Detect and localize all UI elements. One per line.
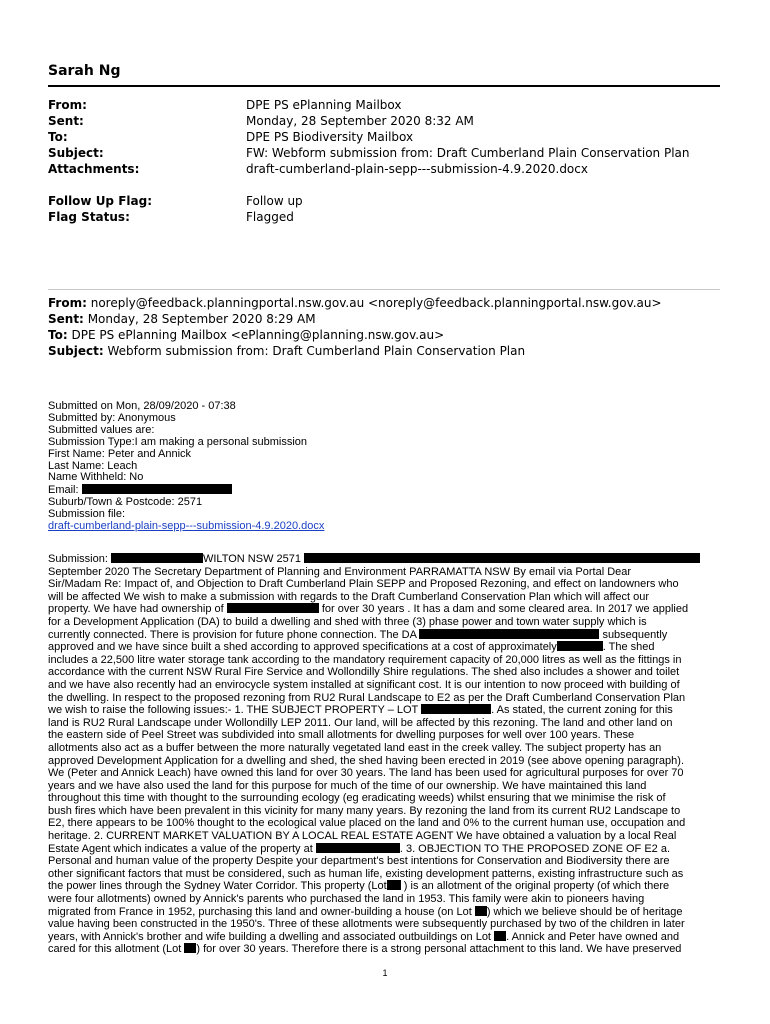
body-line: September 2020 The Secretary Department of Planning and Environment PARRAMATTA NSW By email via Portal Dear: [48, 565, 632, 578]
body-line: Submission: WILTON NSW 2571: [48, 553, 720, 566]
header-to-row: To: DPE PS Biodiversity Mailbox: [48, 129, 728, 145]
redaction-block: [557, 641, 603, 651]
body-line: migrated from France in 1952, purchasing this land and owner-building a house (on Lot ) which we believe should be of heritage: [48, 905, 683, 918]
redaction-block: [494, 931, 506, 941]
from-value: DPE PS ePlanning Mailbox: [246, 98, 402, 112]
redaction-block: [304, 553, 700, 563]
header-from-row: From: DPE PS ePlanning Mailbox: [48, 97, 728, 113]
body-line: approved and we have since built a shed according to approved specifications at a cost of approximately . The shed: [48, 641, 655, 654]
header-subject-row: Subject: FW: Webform submission from: Draft Cumberland Plain Conservation Plan: [48, 145, 728, 161]
body-line: for a Development Application (DA) to build a dwelling and shed with three (3) phase power and town water supply which is: [48, 615, 647, 628]
body-line: allotments also act as a buffer between the more naturally vegetated land east in the creek valley. The subject property has an: [48, 741, 662, 754]
body-line: Estate Agent which indicates a value of the property at . 3. OBJECTION TO THE PROPOSED ZONE OF E2 a.: [48, 842, 671, 855]
body-line: Sir/Madam Re: Impact of, and Objection to Draft Cumberland Plain SEPP and Proposed Rezoning, and effect on landowners who: [48, 578, 679, 591]
fwd-sent-row: Sent: Monday, 28 September 2020 8:29 AM: [48, 312, 316, 326]
name-withheld: Name Withheld: No: [48, 471, 144, 484]
body-line: currently connected. There is provision for future phone connection. The DA subsequently: [48, 628, 668, 641]
body-line: We (Peter and Annick Leach) have owned this land for over 30 years. The land has been used for agricultural purposes for over 70: [48, 767, 684, 780]
submission-body: [48, 553, 720, 956]
attachment-value: draft-cumberland-plain-sepp---submission-4.9.2020.docx: [246, 162, 588, 176]
redaction-block: [184, 943, 196, 953]
body-line: years, with Annick's brother and wife building a dwelling and associated outbuildings on Lot . Annick and Peter have owned and: [48, 930, 680, 943]
redaction-block: [227, 603, 319, 613]
submission-file-label: Submission file:: [48, 508, 126, 521]
submission-file-link[interactable]: draft-cumberland-plain-sepp---submission-4.9.2020.docx: [48, 520, 325, 533]
body-line: the power lines through the Sydney Water Corridor. This property (Lot ) is an allotment of the original property (of which there: [48, 880, 670, 893]
body-line: years and we have also used the land for this purpose for much of the time of our ownership. We have maintained this land: [48, 779, 647, 792]
body-line: throughout this time with thought to the surrounding ecology (eg eradicating weeds) whilst ensuring that we minimise the risk of: [48, 792, 666, 805]
submission-metadata: [48, 401, 728, 533]
body-line: approved Development Application for a dwelling and shed, the shed having been erected in 2019 (see above opening paragraph).: [48, 754, 685, 767]
redaction-block: [82, 484, 232, 494]
redaction-block: [421, 704, 491, 714]
fwd-subject-row: Subject: Webform submission from: Draft Cumberland Plain Conservation Plan: [48, 344, 526, 358]
header-attachments-row: Attachments: draft-cumberland-plain-sepp---submission-4.9.2020.docx: [48, 161, 728, 177]
fwd-to-row: To: DPE PS ePlanning Mailbox <ePlanning@planning.nsw.gov.au>: [48, 328, 445, 342]
to-value: DPE PS Biodiversity Mailbox: [246, 130, 414, 144]
body-line: E2, there appears to be 100% thought to the ecological value placed on the land and 0% to the current human use, occupation and: [48, 817, 686, 830]
body-line: cared for this allotment (Lot ) for over 30 years. Therefore there is a strong personal attachment to this land. We have preserved: [48, 943, 682, 956]
redaction-block: [111, 553, 203, 563]
body-line: will be affected We wish to make a submission with regards to the Draft Cumberland Conservation Plan which will affect our: [48, 590, 650, 603]
first-name: First Name: Peter and Annick: [48, 447, 192, 460]
submission-type: Submission Type:I am making a personal submission: [48, 435, 308, 448]
flag-status-row: Flag Status: Flagged: [48, 209, 728, 225]
flag-block: [48, 193, 728, 225]
mailbox-owner-name: Sarah Ng: [48, 63, 121, 79]
body-line: value having been constructed in the 1950's. Three of these allotments were subsequently purchased by two of the children in later: [48, 918, 685, 931]
submitted-on: Submitted on Mon, 28/09/2020 - 07:38: [48, 400, 236, 412]
body-line: accordance with the current NSW Rural Fire Service and Wollondilly Shire regulations. The shed also includes a shower and toilet: [48, 666, 680, 679]
body-line: other significant factors that must be considered, such as human life, existing development patterns, existing infrastructure such as: [48, 867, 684, 880]
title-divider: [48, 85, 720, 87]
follow-up-flag-row: Follow Up Flag: Follow up: [48, 193, 728, 209]
body-line: we wish to raise the following issues:- 1. THE SUBJECT PROPERTY – LOT . As stated, the current zoning for this: [48, 704, 673, 717]
suburb-postcode: Suburb/Town & Postcode: 2571: [48, 496, 203, 509]
redaction-block: [387, 880, 401, 890]
body-line: were four allotments) owned by Annick's parents who purchased the land in 1953. This family were akin to pioneers having: [48, 893, 645, 906]
redaction-block: [475, 906, 487, 916]
body-line: land is RU2 Rural Landscape under Wollondilly LEP 2011. Our land, will be affected by this rezoning. The land and other land on: [48, 716, 673, 729]
header-sent-row: Sent: Monday, 28 September 2020 8:32 AM: [48, 113, 728, 129]
body-line: Personal and human value of the property Despite your department's best intentions for Conservation and Biodiversity there are: [48, 855, 670, 868]
email-row: Email:: [48, 484, 728, 497]
body-line: bush fires which have been prevalent in this vicinity for many many years. By rezoning the land from its current RU2 Landscape to: [48, 804, 681, 817]
redaction-block: [419, 629, 599, 639]
body-line: heritage. 2. CURRENT MARKET VALUATION BY A LOCAL REAL ESTATE AGENT We have obtained a valuation by a local Real: [48, 830, 677, 843]
follow-up-value: Follow up: [246, 194, 303, 208]
subject-value: FW: Webform submission from: Draft Cumberland Plain Conservation Plan: [246, 146, 690, 160]
forwarded-header-block: [48, 295, 738, 359]
body-line: the eastern side of Peel Street was subdivided into small allotments for dwelling purposes for well over 100 years. These: [48, 729, 635, 742]
submitted-by: Submitted by: Anonymous: [48, 411, 176, 424]
body-line: includes a 22,500 litre water storage tank according to the mandatory requirement capacity of 20,000 litres as well as the fittings in: [48, 653, 682, 666]
body-line: the dwelling. In respect to the proposed rezoning from RU2 Rural Landscape to E2 as per the Draft Cumberland Conservation Plan: [48, 691, 686, 704]
body-line: property. We have had ownership of for over 30 years . It has a dam and some cleared area. In 2017 we applied: [48, 603, 689, 616]
email-header-block: [48, 97, 728, 177]
sent-value: Monday, 28 September 2020 8:32 AM: [246, 114, 474, 128]
forward-divider: [48, 289, 720, 290]
fwd-from-row: From: noreply@feedback.planningportal.nsw.gov.au <noreply@feedback.planningportal.nsw.gov.au>: [48, 296, 662, 310]
last-name: Last Name: Leach: [48, 459, 138, 472]
redaction-block: [316, 843, 400, 853]
body-line: and we have also recently had an envirocycle system installed at significant cost. It is our intention to now proceed with building of: [48, 678, 680, 691]
values-heading: Submitted values are:: [48, 423, 155, 436]
flag-status-value: Flagged: [246, 210, 294, 224]
page-number: 1: [382, 968, 388, 978]
